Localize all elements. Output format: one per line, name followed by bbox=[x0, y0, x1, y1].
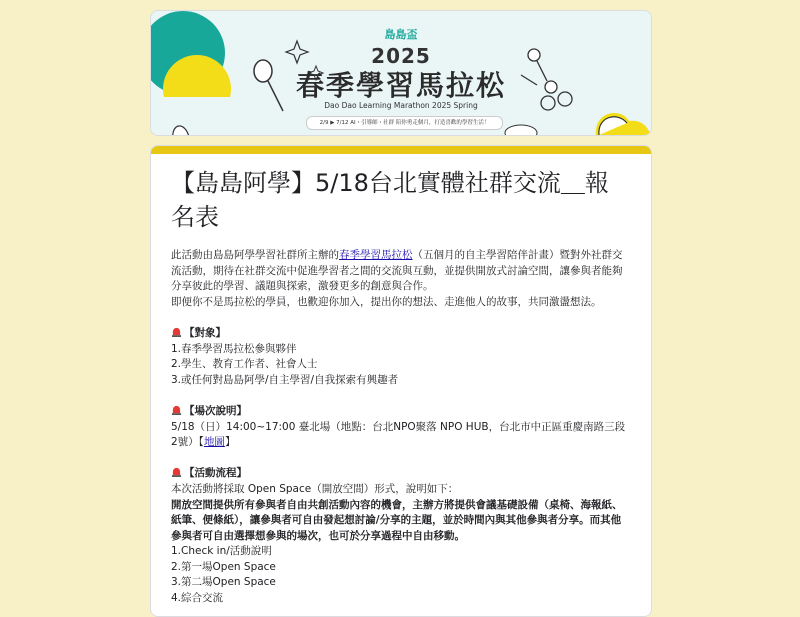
banner-subtitle: Dao Dao Learning Marathon 2025 Spring bbox=[324, 101, 478, 110]
flow-item-1: 1.Check in/活動說明 bbox=[171, 545, 272, 558]
siren-icon bbox=[171, 327, 182, 337]
form-description bbox=[171, 248, 631, 607]
header-banner bbox=[150, 10, 652, 136]
session-text: 5/18（日）14:00~17:00 臺北場（地點：台北NPO聚落 NPO HUB，台北市中正區重慶南路三段2號）【地圖】 bbox=[171, 420, 626, 449]
flow-line1: 本次活動將採取 Open Space（開放空間）形式，說明如下： bbox=[171, 482, 459, 495]
siren-icon bbox=[171, 405, 182, 415]
flow-bold: 開放空間提供所有參與者自由共創活動內容的機會，主辦方將提供會議基礎設備（桌椅、海報紙、紙筆、便條紙），讓參與者可自由發起想討論/分享的主題，並於時間內與其他參與者分享。而其他參與者可自由選擇想參與的場次，也可於分享過程中自由移動。 bbox=[171, 498, 623, 542]
banner-year: 2025 bbox=[371, 44, 431, 68]
form-title: 【島島阿學】5/18台北實體社群交流＿報名表 bbox=[171, 169, 609, 231]
form-header-card bbox=[150, 145, 652, 617]
flow-item-3: 3.第二場Open Space bbox=[171, 576, 276, 589]
banner-date-pill: 2/9 ▶ 7/12 AI・引導師・社群 陪你勇走個月，打造喜歡的學習生活！ bbox=[306, 116, 503, 130]
banner-title: 春季學習馬拉松 bbox=[295, 69, 506, 102]
siren-icon bbox=[171, 467, 182, 477]
session-heading: 【場次說明】 bbox=[171, 404, 631, 420]
flow-item-4: 4.綜合交流 bbox=[171, 592, 224, 605]
target-item-1: 1.春季學習馬拉松參與夥伴 bbox=[171, 342, 297, 355]
target-item-2: 2.學生、教育工作者、社會人士 bbox=[171, 358, 318, 371]
intro-line2: 即便你不是馬拉松的學員，也歡迎你加入，提出你的想法、走進他人的故事，共同激盪想法。 bbox=[171, 295, 602, 308]
flow-item-2: 2.第一場Open Space bbox=[171, 560, 276, 573]
target-item-3: 3.或任何對島島阿學/自主學習/自我探索有興趣者 bbox=[171, 373, 399, 386]
target-heading: 【對象】 bbox=[171, 326, 631, 342]
banner-tag: 島島盃 bbox=[384, 28, 418, 41]
flow-heading: 【活動流程】 bbox=[171, 466, 631, 482]
marathon-link[interactable]: 春季學習馬拉松 bbox=[339, 249, 413, 261]
accent-bar bbox=[151, 146, 651, 154]
map-link[interactable]: 地圖 bbox=[203, 436, 225, 449]
intro-paragraph: 此活動由島島阿學學習社群所主辦的春季學習馬拉松（五個月的自主學習陪伴計畫）暨對外社群交流活動，期待在社群交流中促進學習者之間的交流與互動，並提供開放式討論空間，讓參與者能夠分享彼此的學習、議題與探索，激發更多的創意與合作。 bbox=[171, 249, 623, 293]
